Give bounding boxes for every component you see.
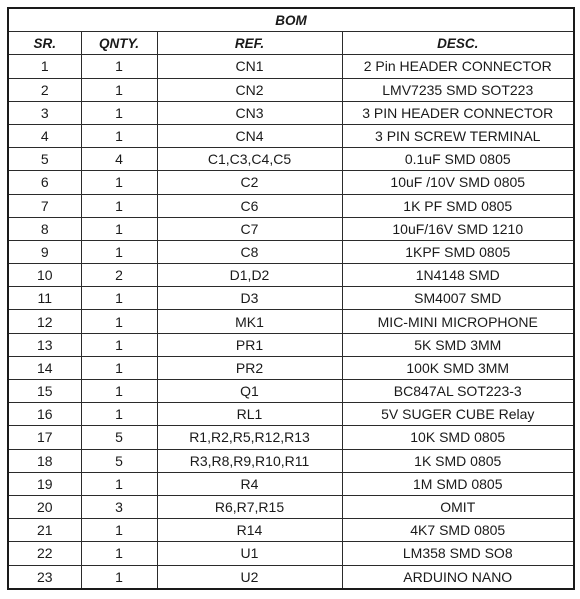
table-row xyxy=(8,194,574,217)
cell-qty: 5 xyxy=(81,449,157,472)
cell-qty: 1 xyxy=(81,403,157,426)
cell-qty: 1 xyxy=(81,171,157,194)
cell-qty: 1 xyxy=(81,101,157,124)
cell-qty: 1 xyxy=(81,194,157,217)
table-row xyxy=(8,565,574,589)
cell-qty: 1 xyxy=(81,240,157,263)
table-body xyxy=(8,55,574,589)
cell-sr: 17 xyxy=(8,426,81,449)
cell-qty: 1 xyxy=(81,380,157,403)
cell-qty: 1 xyxy=(81,310,157,333)
cell-desc: 3 PIN SCREW TERMINAL xyxy=(342,124,574,147)
cell-ref: MK1 xyxy=(157,310,342,333)
cell-ref: R3,R8,R9,R10,R11 xyxy=(157,449,342,472)
table-row xyxy=(8,217,574,240)
table-row xyxy=(8,426,574,449)
cell-sr: 1 xyxy=(8,55,81,78)
cell-ref: U2 xyxy=(157,565,342,589)
cell-sr: 5 xyxy=(8,148,81,171)
cell-qty: 4 xyxy=(81,148,157,171)
cell-qty: 5 xyxy=(81,426,157,449)
cell-desc: LM358 SMD SO8 xyxy=(342,542,574,565)
cell-sr: 16 xyxy=(8,403,81,426)
cell-ref: U1 xyxy=(157,542,342,565)
cell-ref: D1,D2 xyxy=(157,264,342,287)
cell-sr: 2 xyxy=(8,78,81,101)
cell-qty: 3 xyxy=(81,495,157,518)
cell-qty: 1 xyxy=(81,519,157,542)
cell-ref: R1,R2,R5,R12,R13 xyxy=(157,426,342,449)
table-row xyxy=(8,310,574,333)
cell-desc: 1KPF SMD 0805 xyxy=(342,240,574,263)
cell-ref: R4 xyxy=(157,472,342,495)
cell-desc: OMIT xyxy=(342,495,574,518)
cell-sr: 19 xyxy=(8,472,81,495)
cell-desc: 1K PF SMD 0805 xyxy=(342,194,574,217)
cell-ref: C6 xyxy=(157,194,342,217)
table-row xyxy=(8,287,574,310)
column-header-sr: SR. xyxy=(8,32,81,55)
cell-qty: 1 xyxy=(81,356,157,379)
cell-sr: 4 xyxy=(8,124,81,147)
cell-ref: CN1 xyxy=(157,55,342,78)
table-row xyxy=(8,403,574,426)
cell-ref: CN2 xyxy=(157,78,342,101)
table-row xyxy=(8,542,574,565)
cell-sr: 21 xyxy=(8,519,81,542)
cell-desc: SM4007 SMD xyxy=(342,287,574,310)
table-row xyxy=(8,78,574,101)
cell-desc: 1N4148 SMD xyxy=(342,264,574,287)
column-header-qty: QNTY. xyxy=(81,32,157,55)
table-row xyxy=(8,124,574,147)
table-row xyxy=(8,55,574,78)
cell-desc: 0.1uF SMD 0805 xyxy=(342,148,574,171)
cell-ref: Q1 xyxy=(157,380,342,403)
cell-desc: 2 Pin HEADER CONNECTOR xyxy=(342,55,574,78)
cell-ref: C8 xyxy=(157,240,342,263)
cell-sr: 20 xyxy=(8,495,81,518)
cell-sr: 23 xyxy=(8,565,81,589)
cell-sr: 15 xyxy=(8,380,81,403)
cell-desc: 1K SMD 0805 xyxy=(342,449,574,472)
cell-qty: 1 xyxy=(81,333,157,356)
cell-desc: 4K7 SMD 0805 xyxy=(342,519,574,542)
cell-sr: 22 xyxy=(8,542,81,565)
bom-table xyxy=(7,7,575,590)
table-row xyxy=(8,519,574,542)
cell-sr: 3 xyxy=(8,101,81,124)
cell-sr: 10 xyxy=(8,264,81,287)
cell-qty: 1 xyxy=(81,124,157,147)
cell-sr: 18 xyxy=(8,449,81,472)
table-row xyxy=(8,264,574,287)
cell-desc: BC847AL SOT223-3 xyxy=(342,380,574,403)
cell-ref: C7 xyxy=(157,217,342,240)
cell-qty: 2 xyxy=(81,264,157,287)
cell-ref: R6,R7,R15 xyxy=(157,495,342,518)
cell-desc: 100K SMD 3MM xyxy=(342,356,574,379)
table-row xyxy=(8,148,574,171)
cell-sr: 12 xyxy=(8,310,81,333)
cell-ref: CN3 xyxy=(157,101,342,124)
cell-qty: 1 xyxy=(81,55,157,78)
cell-qty: 1 xyxy=(81,565,157,589)
cell-ref: RL1 xyxy=(157,403,342,426)
cell-ref: CN4 xyxy=(157,124,342,147)
cell-desc: MIC-MINI MICROPHONE xyxy=(342,310,574,333)
cell-desc: ARDUINO NANO xyxy=(342,565,574,589)
cell-desc: 10K SMD 0805 xyxy=(342,426,574,449)
cell-desc: 10uF/16V SMD 1210 xyxy=(342,217,574,240)
cell-desc: LMV7235 SMD SOT223 xyxy=(342,78,574,101)
cell-ref: C2 xyxy=(157,171,342,194)
cell-qty: 1 xyxy=(81,287,157,310)
table-row xyxy=(8,495,574,518)
table-row xyxy=(8,356,574,379)
cell-ref: C1,C3,C4,C5 xyxy=(157,148,342,171)
cell-ref: PR2 xyxy=(157,356,342,379)
cell-sr: 13 xyxy=(8,333,81,356)
column-header-ref: REF. xyxy=(157,32,342,55)
cell-qty: 1 xyxy=(81,542,157,565)
table-row xyxy=(8,449,574,472)
cell-desc: 10uF /10V SMD 0805 xyxy=(342,171,574,194)
cell-desc: 1M SMD 0805 xyxy=(342,472,574,495)
cell-sr: 14 xyxy=(8,356,81,379)
table-row xyxy=(8,472,574,495)
cell-sr: 9 xyxy=(8,240,81,263)
column-header-desc: DESC. xyxy=(342,32,574,55)
table-row xyxy=(8,171,574,194)
table-title: BOM xyxy=(8,8,574,32)
cell-qty: 1 xyxy=(81,472,157,495)
cell-qty: 1 xyxy=(81,217,157,240)
cell-sr: 11 xyxy=(8,287,81,310)
cell-sr: 8 xyxy=(8,217,81,240)
cell-desc: 3 PIN HEADER CONNECTOR xyxy=(342,101,574,124)
cell-ref: PR1 xyxy=(157,333,342,356)
cell-ref: R14 xyxy=(157,519,342,542)
table-row xyxy=(8,333,574,356)
cell-desc: 5K SMD 3MM xyxy=(342,333,574,356)
table-row xyxy=(8,380,574,403)
cell-sr: 6 xyxy=(8,171,81,194)
cell-ref: D3 xyxy=(157,287,342,310)
table-row xyxy=(8,101,574,124)
header-row xyxy=(8,32,574,55)
cell-qty: 1 xyxy=(81,78,157,101)
title-row xyxy=(8,8,574,32)
cell-desc: 5V SUGER CUBE Relay xyxy=(342,403,574,426)
cell-sr: 7 xyxy=(8,194,81,217)
table-row xyxy=(8,240,574,263)
